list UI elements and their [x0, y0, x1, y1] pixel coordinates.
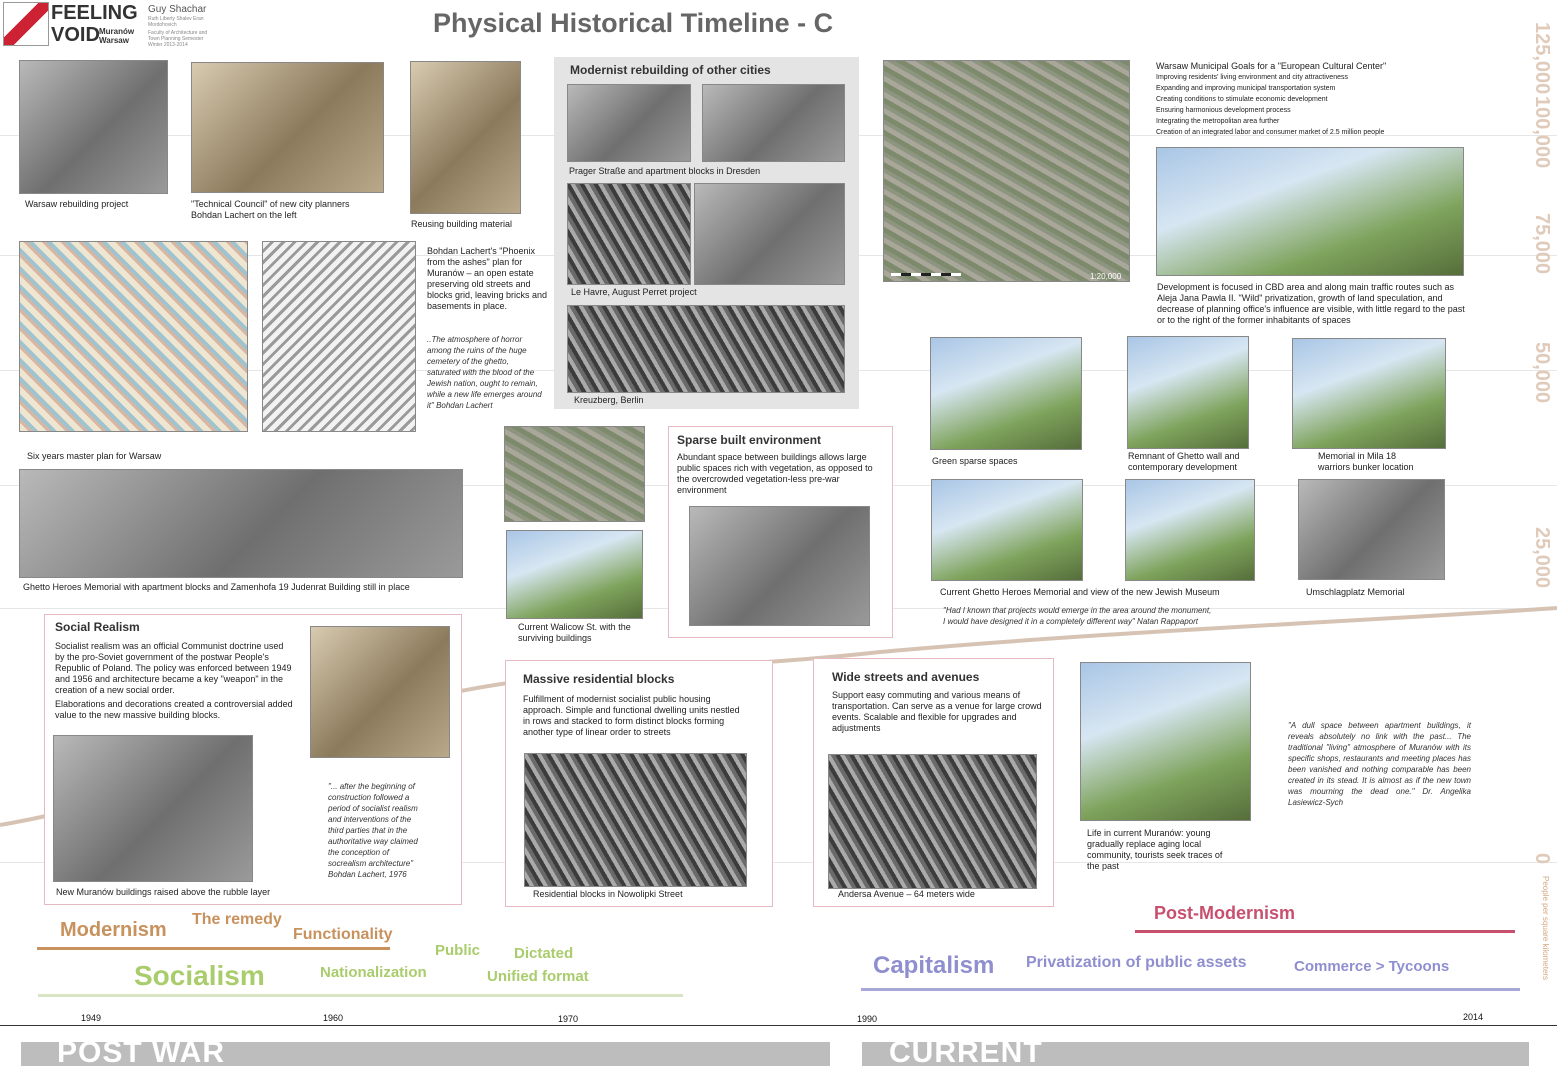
- social-realism-quote: "... after the beginning of construction followed a period of socialist realism and interventions of the third parties that in the authoritative way claimed the conception of socrealism architecture" Bohdan Lachert, 1976: [328, 782, 418, 879]
- y-tick-label: 50,000: [1531, 342, 1553, 404]
- massive-box: [505, 660, 773, 907]
- logo-line1: FEELING: [51, 2, 138, 24]
- technical-council-photo: [191, 62, 384, 193]
- green-sparse-photo: [930, 337, 1082, 450]
- social-realism-box: [44, 614, 462, 905]
- lehavre-aerial-photo: [567, 183, 691, 285]
- term-commerce: Commerce > Tycoons: [1294, 958, 1450, 975]
- social-realism-text1: Socialist realism was an official Communist doctrine used by the pro-Soviet government of the postwar People's Republic of Poland. The policy was enforced between 1949 and 1956 and architecture became a key "weapon" in the creation of a new social order.: [55, 641, 292, 695]
- social-realism-title: Social Realism: [55, 620, 140, 634]
- walicow-aerial-photo: [504, 426, 645, 522]
- logo: [3, 2, 138, 46]
- kreuzberg-photo: [567, 305, 845, 393]
- green-sparse-caption: Green sparse spaces: [932, 456, 1018, 466]
- wide-caption: Andersa Avenue – 64 meters wide: [838, 889, 975, 899]
- logo-sub1: Muranów: [99, 27, 135, 36]
- ornament-photo: [310, 626, 450, 758]
- walicow-caption: Current Walicow St. with the surviving buildings: [518, 622, 631, 643]
- warsaw-rebuilding-photo: [19, 60, 168, 194]
- dull-quote: "A dull space between apartment buildings, it reveals absolutely no link with the past... The traditional "living" atmosphere of Muranów with its specific shops, restaurants and meeting places has been vanished and nothing comparable has been created in its stead. It is almost as if the new town was mourning the dead one." Dr. Angelika Lasiewicz-Sych: [1288, 721, 1471, 807]
- y-tick-label: 0: [1531, 853, 1553, 865]
- sparse-box: [668, 426, 893, 638]
- goal-item: Improving residents' living environment and city attractiveness: [1156, 74, 1348, 81]
- walicow-street-photo: [506, 530, 643, 619]
- year-label: 1970: [558, 1014, 579, 1024]
- scale-bar: [891, 273, 961, 276]
- remnant-caption: Remnant of Ghetto wall and contemporary development: [1128, 451, 1240, 472]
- wide-photo: [828, 754, 1037, 889]
- current-memorial-photo-2: [1125, 479, 1255, 581]
- term-dictated: Dictated: [514, 945, 574, 962]
- life-current-photo: [1080, 662, 1251, 821]
- y-tick-label: 75,000: [1531, 213, 1553, 275]
- phoenix-plan-map: [262, 241, 416, 432]
- phoenix-quote: ..The atmosphere of horror among the ruins of the huge cemetery of the ghetto, saturated with the blood of the Jewish nation, ought to remain, while a new life emerges around it" Bohdan Lachert: [427, 335, 542, 410]
- current-memorial-caption: Current Ghetto Heroes Memorial and view of the new Jewish Museum: [940, 587, 1220, 597]
- new-muranow-photo: [53, 735, 253, 882]
- master-plan-map: [19, 241, 248, 432]
- massive-caption: Residential blocks in Nowolipki Street: [533, 889, 683, 899]
- rappaport-quote: "Had I known that projects would emerge in the area around the monument, I would have designed it in a completely different way" Natan Rappaport: [943, 606, 1212, 626]
- y-tick-label: 25,000: [1531, 527, 1553, 589]
- reusing-caption: Reusing building material: [411, 219, 513, 229]
- y-axis-label: People per square kilometers: [1541, 876, 1550, 981]
- y-tick-label: 100,000: [1531, 96, 1553, 169]
- ghetto-heroes-panorama: [19, 469, 463, 578]
- sparse-photo: [689, 506, 870, 626]
- goal-item: Expanding and improving municipal transportation system: [1156, 85, 1336, 92]
- capitalism-line: [861, 988, 1520, 991]
- lehavre-street-photo: [694, 183, 845, 285]
- term-privatization: Privatization of public assets: [1026, 954, 1247, 971]
- term-unified: Unified format: [487, 968, 589, 985]
- lehavre-caption: Le Havre, August Perret project: [571, 287, 697, 297]
- warsaw-skyline-photo: [1156, 147, 1464, 276]
- course: Faculty of Architecture and Town Planning Semester Winter 2013-2014: [148, 30, 208, 48]
- term-functionality: Functionality: [293, 926, 393, 943]
- massive-title: Massive residential blocks: [523, 672, 675, 686]
- warsaw-rebuilding-caption: Warsaw rebuilding project: [25, 199, 129, 209]
- goal-item: Integrating the metropolitan area further: [1156, 118, 1280, 125]
- technical-council-caption: "Technical Council" of new city planners Bohdan Lachert on the left: [191, 199, 350, 220]
- umschlagplatz-photo: [1298, 479, 1445, 580]
- era-label-current: CURRENT: [889, 1036, 1043, 1069]
- goal-item: Creation of an integrated labor and consumer market of 2.5 million people: [1156, 129, 1385, 136]
- logo-line2: VOID: [51, 24, 100, 46]
- municipal-title: Warsaw Municipal Goals for a "European Cultural Center": [1156, 61, 1387, 71]
- current-memorial-photo-1: [931, 479, 1083, 581]
- sparse-text: Abundant space between buildings allows large public spaces rich with vegetation, as opposed to the overcrowded vegetation-less pre-war environment: [677, 452, 873, 495]
- satellite-map: [883, 60, 1130, 282]
- era-label-postwar: POST WAR: [57, 1036, 226, 1069]
- wide-title: Wide streets and avenues: [832, 670, 980, 684]
- new-muranow-caption: New Muranów buildings raised above the rubble layer: [56, 887, 271, 897]
- year-label: 2014: [1463, 1012, 1484, 1022]
- mila18-caption: Memorial in Mila 18 warriors bunker location: [1318, 451, 1414, 472]
- term-remedy: The remedy: [192, 911, 282, 928]
- scale-label: 1:20,000: [1090, 272, 1122, 281]
- wide-box: [813, 658, 1054, 907]
- kreuzberg-caption: Kreuzberg, Berlin: [574, 395, 644, 405]
- term-nationalization: Nationalization: [320, 964, 427, 981]
- logo-sub2: Warsaw: [99, 36, 129, 45]
- year-label: 1990: [857, 1014, 878, 1024]
- author: Guy Shachar: [148, 4, 207, 15]
- phoenix-caption: Bohdan Lachert's "Phoenix from the ashes" plan for Muranów – an open estate preserving old streets and blocks grid, leaving bricks and basements in place.: [427, 246, 548, 311]
- page-title: Physical Historical Timeline - C: [433, 8, 834, 38]
- socialism-line: [38, 994, 683, 997]
- timeline-axis: [0, 1025, 1557, 1026]
- goal-item: Ensuring harmonious development process: [1156, 107, 1291, 114]
- umschlagplatz-caption: Umschlagplatz Memorial: [1306, 587, 1405, 597]
- modernist-panel: [554, 57, 859, 409]
- ghetto-heroes-caption: Ghetto Heroes Memorial with apartment blocks and Zamenhofa 19 Judenrat Building still in place: [23, 582, 410, 592]
- massive-text: Fulfillment of modernist socialist public housing approach. Simple and functional dwelling units nestled in rows and stacked to form distinct blocks forming another type of linear order to streets: [523, 694, 740, 737]
- year-label: 1960: [323, 1013, 344, 1023]
- term-socialism: Socialism: [134, 960, 265, 991]
- modernism-line: [37, 947, 390, 950]
- dresden-photo-1: [567, 84, 691, 162]
- master-plan-caption: Six years master plan for Warsaw: [27, 451, 162, 461]
- term-modernism: Modernism: [60, 919, 167, 941]
- mila18-photo: [1292, 338, 1446, 449]
- reusing-material-photo: [410, 61, 521, 214]
- dresden-caption: Prager Straße and apartment blocks in Dresden: [569, 166, 761, 176]
- y-tick-label: 125,000: [1531, 22, 1553, 95]
- term-public: Public: [435, 942, 481, 959]
- modernist-title: Modernist rebuilding of other cities: [570, 63, 771, 77]
- goal-item: Creating conditions to stimulate economic development: [1156, 96, 1328, 103]
- year-label: 1949: [81, 1013, 102, 1023]
- term-postmodernism: Post-Modernism: [1154, 903, 1296, 923]
- term-capitalism: Capitalism: [873, 952, 995, 979]
- wide-text: Support easy commuting and various means of transportation. Can serve as a venue for large crowd events. Scalable and flexible for upgrades and adjustments: [832, 690, 1042, 733]
- remnant-photo: [1127, 336, 1249, 449]
- massive-photo: [524, 753, 747, 887]
- development-caption: Development is focused in CBD area and along main traffic routes such as Aleja Jana Pawla II. "Wild" privatization, growth of land speculation, and decrease of planning office's influence are visible, with little regard to the past or to the right of the former inhabitants of spaces: [1157, 282, 1465, 325]
- dresden-photo-2: [702, 84, 845, 162]
- postmodernism-line: [1135, 930, 1515, 933]
- life-current-caption: Life in current Muranów: young gradually replace aging local community, tourists seek traces of the past: [1087, 828, 1223, 871]
- collaborators: Ruth Liberty Shalev Eran Mordohovich: [148, 16, 204, 28]
- social-realism-text2: Elaborations and decorations created a controversial added value to the new massive building blocks.: [55, 699, 293, 720]
- sparse-title: Sparse built environment: [677, 433, 822, 447]
- logo-flag-icon: [3, 2, 49, 46]
